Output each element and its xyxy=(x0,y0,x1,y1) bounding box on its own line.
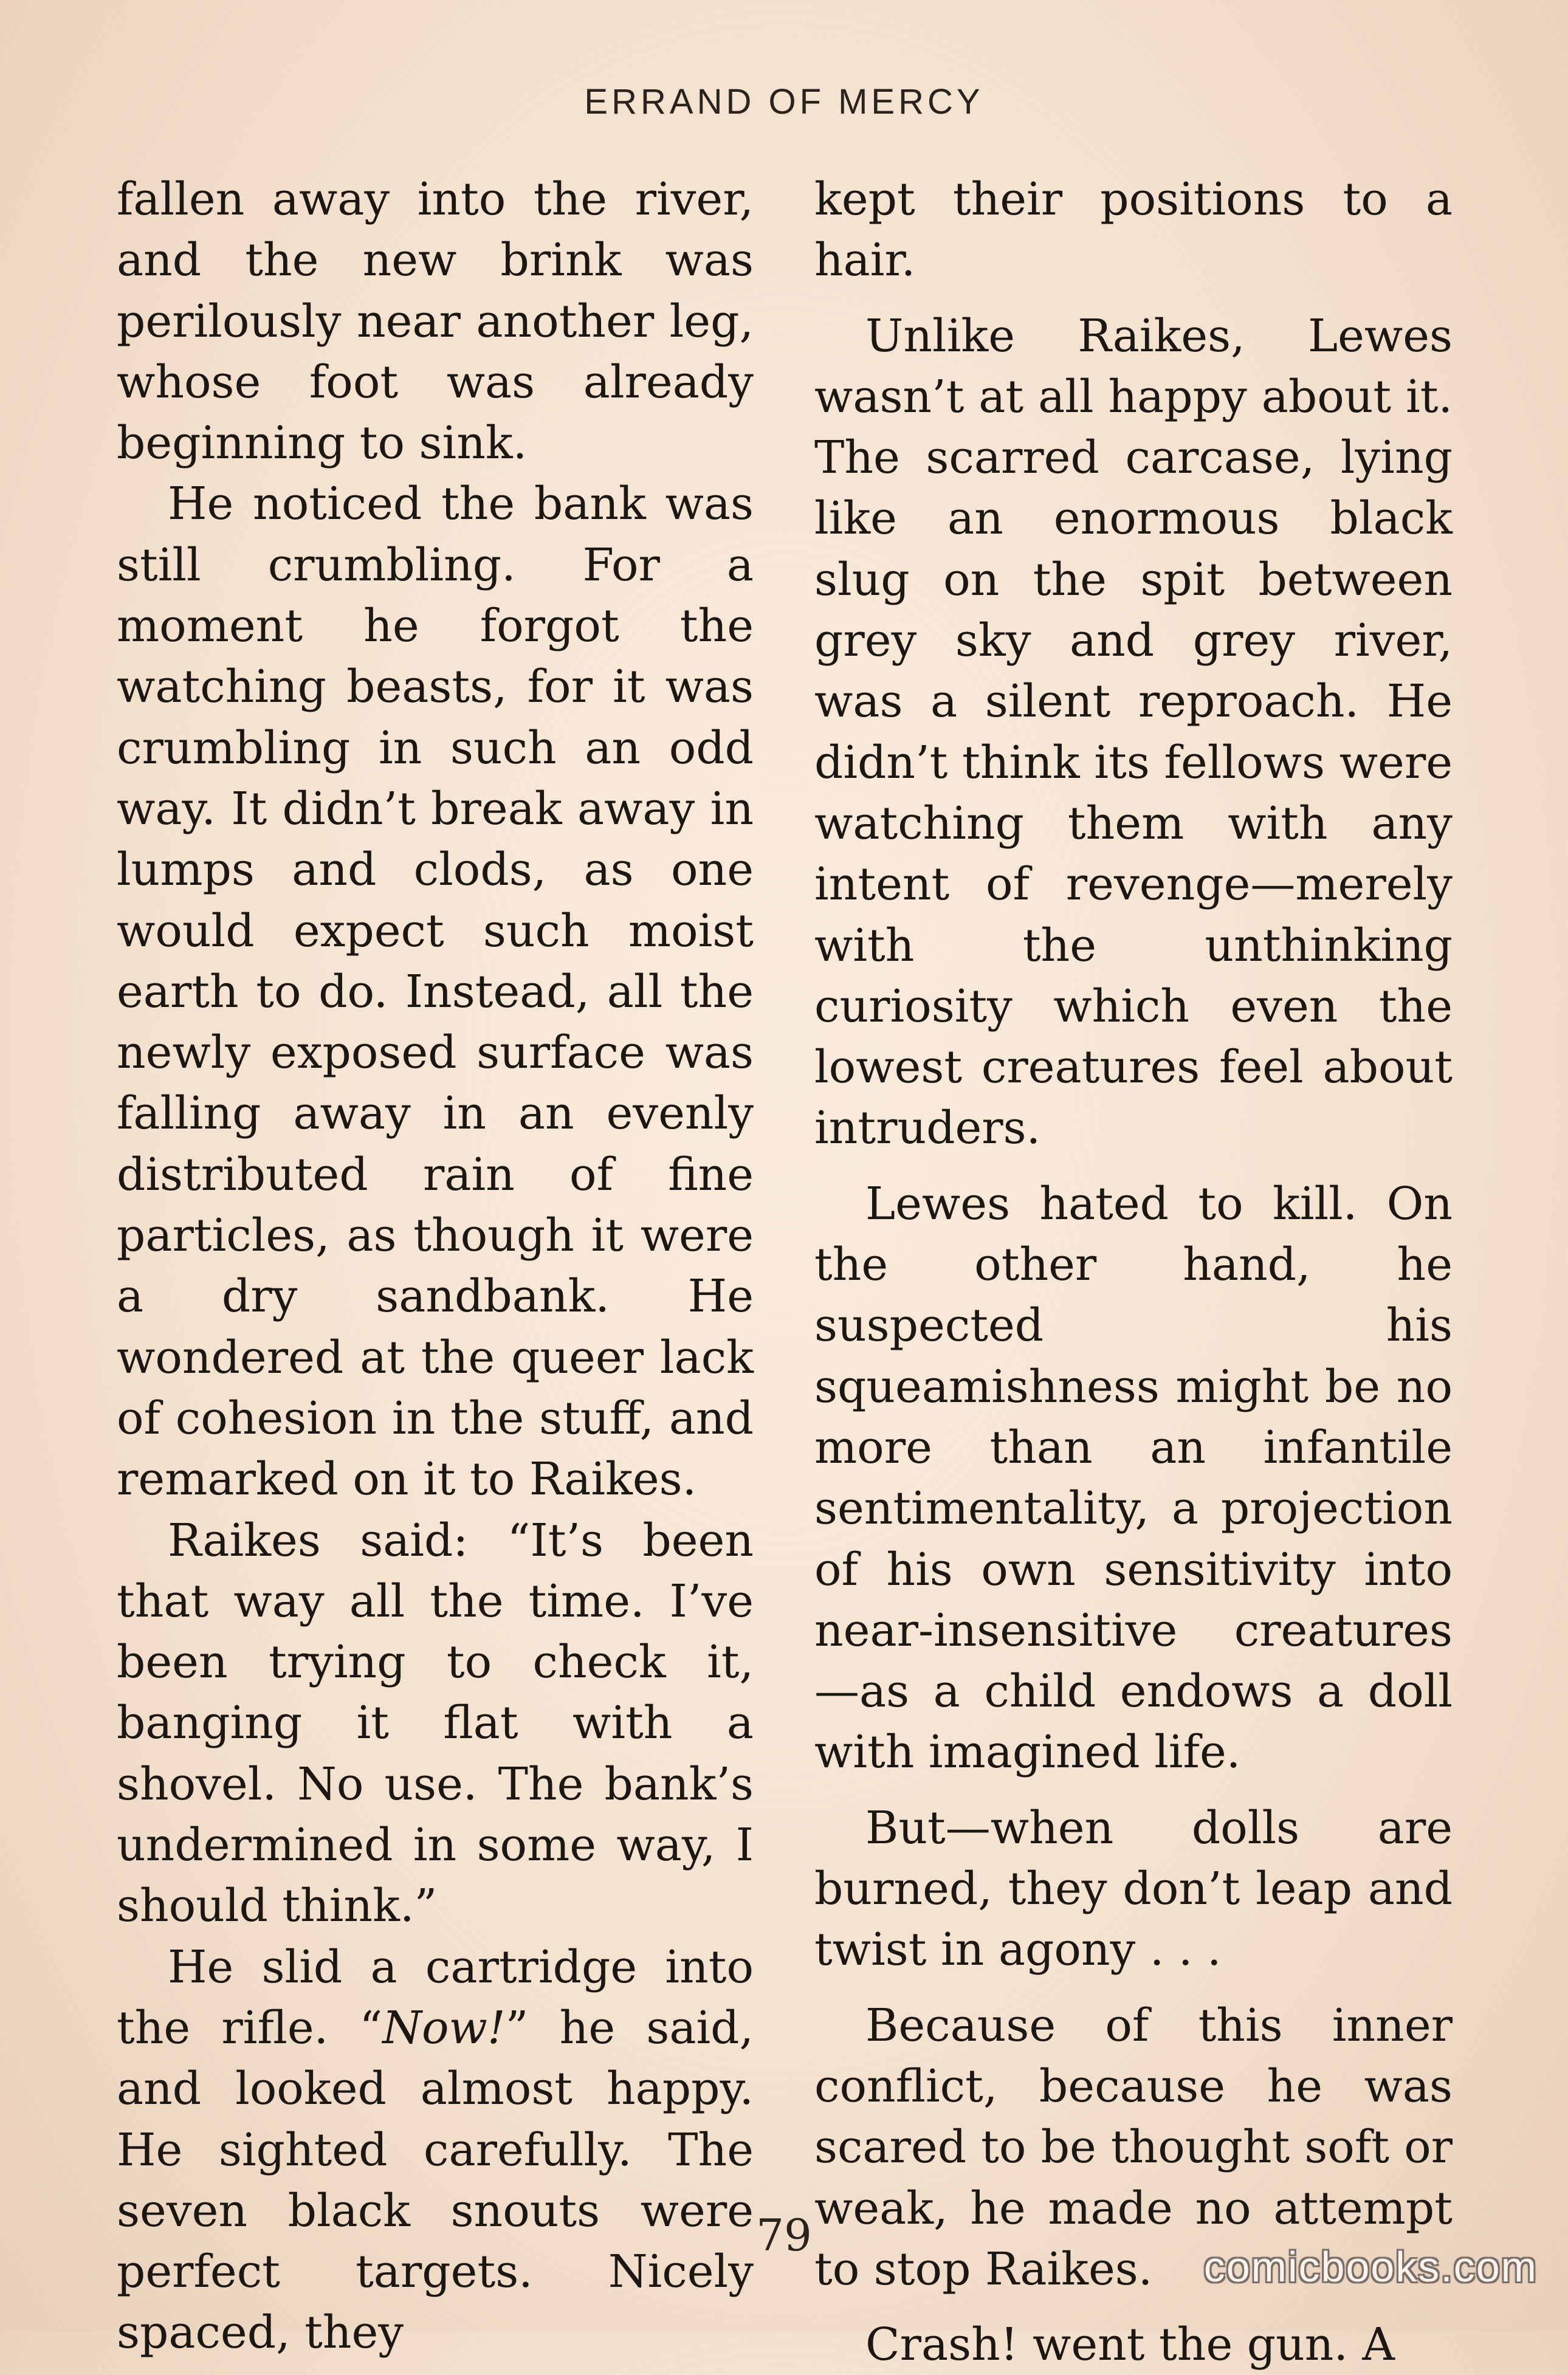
page-number: 79 xyxy=(756,2210,812,2261)
running-head: ERRAND OF MERCY xyxy=(584,82,984,122)
paragraph: Because of this inner conflict, because he was scared to be thought soft or weak, he made no attempt to stop Raikes. xyxy=(814,1999,1453,2295)
paragraph: Lewes hated to kill. On the other hand, he suspected his squeamishness might be no more than an infantile sentimentality, a projection of his own sensitivity into near-insensitive creatures—as a child endows a doll with imagined life. xyxy=(814,1177,1453,1779)
watermark: comicbooks.com xyxy=(1203,2243,1538,2291)
italic-emphasis: Now! xyxy=(382,2001,506,2054)
paragraph: But—when dolls are burned, they don’t leap and twist in agony . . . xyxy=(814,1801,1453,1976)
left-column xyxy=(117,169,754,2363)
paragraph: Raikes said: “It’s been that way all the time. I’ve been trying to check it, banging it flat with a shovel. No use. The bank’s undermined in some way, I should think.” xyxy=(117,1514,754,1933)
paragraph: fallen away into the river, and the new brink was perilously near another leg, whose foot was already beginning to sink. xyxy=(117,173,754,470)
paragraph: He noticed the bank was still crumbling. For a moment he forgot the watching beasts, for it was crumbling in such an odd way. It didn’t break away in lumps and clods, as one would expect such moist earth to do. Instead, all the newly exposed surface was falling away in an evenly distributed rain of fine particles, as though it were a dry sandbank. He wondered at the queer lack of cohesion in the stuff, and remarked on it to Raikes. xyxy=(117,478,754,1506)
paragraph: Unlike Raikes, Lewes wasn’t at all happy about it. The scarred carcase, lying like an enormous black slug on the spit between grey sky and grey river, was a silent reproach. He didn’t think its fellows were watching them with any intent of revenge—merely with the unthinking curiosity which even the lowest creatures feel about intruders. xyxy=(814,309,1453,1155)
paragraph: Crash! went the gun. A xyxy=(865,2318,1395,2371)
paragraph xyxy=(117,1937,754,2363)
paragraph-text: He slid a cartridge into the rifle. “ xyxy=(117,1940,754,2054)
paragraph-text: ” he said, and looked almost happy. He sighted carefully. The seven black snouts were perfect targets. Nicely spaced, they xyxy=(117,2001,754,2359)
right-column xyxy=(814,169,1453,2375)
paragraph: kept their positions to a hair. xyxy=(814,173,1453,287)
